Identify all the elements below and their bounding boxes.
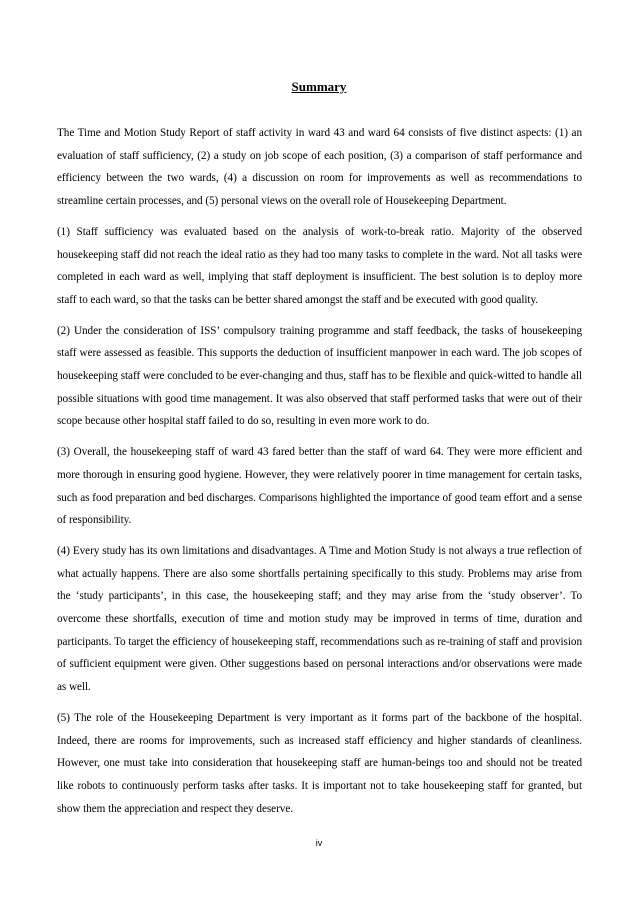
paragraph-housekeeping-role: (5) The role of the Housekeeping Department is very important as it forms part of the backbone of the hospital. Indeed, there are rooms for improvements, such as increased staff efficiency and higher standards of cleanliness. However, one must take into consideration that housekeeping staff are human-beings too and should not be treated like robots to continuously perform tasks after tasks. It is important not to take housekeeping staff for granted, but show them the appreciation and respect they deserve. xyxy=(57,711,582,815)
paragraph-staff-sufficiency: (1) Staff sufficiency was evaluated based on the analysis of work-to-break ratio. Majority of the observed housekeeping staff did not reach the ideal ratio as they had too many tasks to complete in the ward. Not all tasks were completed in each ward as well, implying that staff deployment is insufficient. The best solution is to deploy more staff to each ward, so that the tasks can be better shared amongst the staff and be executed with good quality. xyxy=(57,225,582,306)
paragraph-limitations: (4) Every study has its own limitations and disadvantages. A Time and Motion Study is not always a true reflection of what actually happens. There are also some shortfalls pertaining specifically to this study. Problems may arise from the ‘study participants’, in this case, the housekeeping staff; and they may arise from the ‘study observer’. To overcome these shortfalls, execution of time and motion study may be improved in terms of time, duration and participants. To target the efficiency of housekeeping staff, recommendations such as re-training of staff and provision of sufficient equipment were given. Other suggestions based on personal interactions and/or observations were made as well. xyxy=(57,544,582,694)
summary-body xyxy=(57,122,582,828)
paragraph-ward-comparison: (3) Overall, the housekeeping staff of ward 43 fared better than the staff of ward 64. They were more efficient and more thorough in ensuring good hygiene. However, they were relatively poorer in time management for certain tasks, such as food preparation and bed discharges. Comparisons highlighted the importance of good team effort and a sense of responsibility. xyxy=(57,446,582,527)
intro-paragraph: The Time and Motion Study Report of staff activity in ward 43 and ward 64 consists of five distinct aspects: (1) an evaluation of staff sufficiency, (2) a study on job scope of each position, (3) a comparison of staff performance and efficiency between the two wards, (4) a discussion on room for improvements as well as recommendations to streamline certain processes, and (5) personal views on the overall role of Housekeeping Department. xyxy=(57,127,582,208)
paragraph-job-scope: (2) Under the consideration of ISS’ compulsory training programme and staff feedback, the tasks of housekeeping staff were assessed as feasible. This supports the deduction of insufficient manpower in each ward. The job scopes of housekeeping staff were concluded to be ever-changing and thus, staff has to be flexible and quick-witted to handle all possible situations with good time management. It was also observed that staff performed tasks that were out of their scope because other hospital staff failed to do so, resulting in even more work to do. xyxy=(57,324,582,428)
page-number: iv xyxy=(315,838,323,848)
page-title: Summary xyxy=(291,79,347,94)
